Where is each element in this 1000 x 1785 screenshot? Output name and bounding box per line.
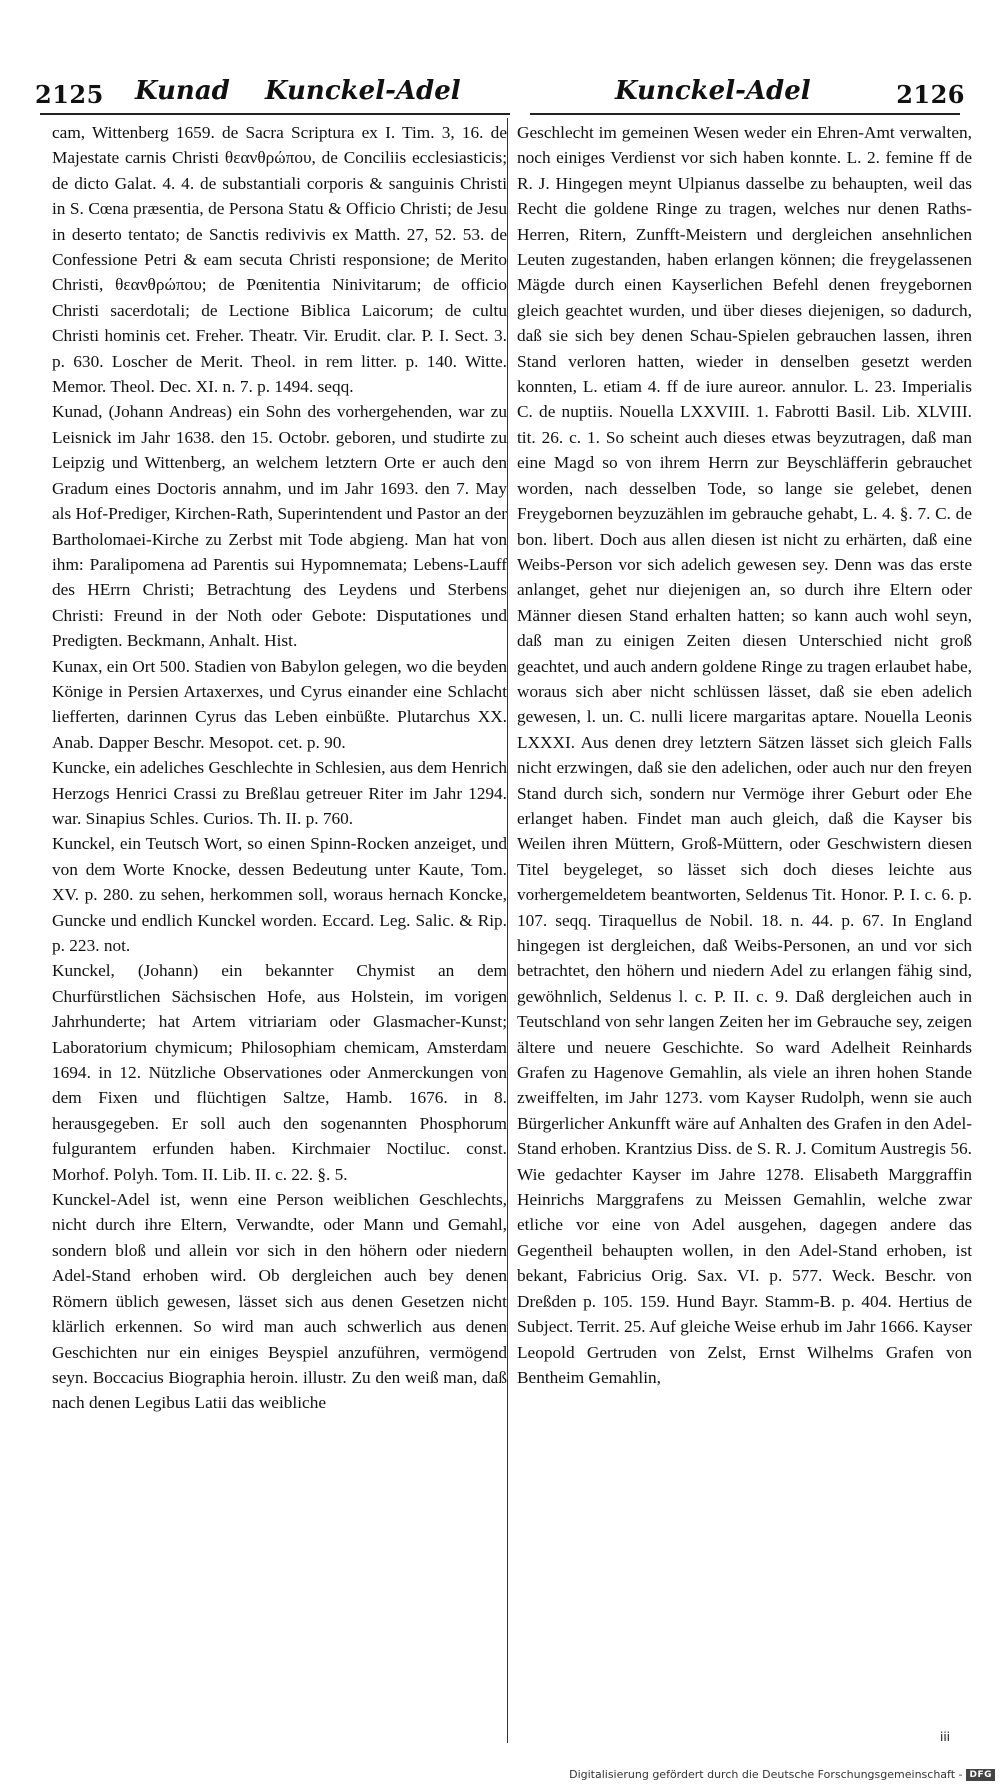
right-paragraph-1: Geschlecht im gemeinen Wesen weder ein Ehren-Amt verwalten, noch einiges Verdienst vor sich haben konnte. L. 2. femine ff de R. J. Hingegen meynt Ulpianus dasselbe zu behaupten, weil das Recht die goldene Ringe zu tragen, welches nur denen Raths-Herren, Ritern, Zunfft-Meistern und dergleichen ansehnlichen Leuten zugestanden, haben erlangen können; die freygelassenen Mägde durch einen Kayserlichen Befehl denen freygebornen gleich geachtet wurden, und über dieses diejenigen, so dadurch, daß sie sich bey denen Schau-Spielen gebrauchen lassen, ihren Stand verloren hatten, wieder in denselben gesetzt werden konnten, L. etiam 4. ff de iure aureor. annulor. L. 23. Imperialis C. de nuptiis. Nouella LXXVIII. 1. Fabrotti Basil. Lib. XLVIII. tit. 26. c. 1. So scheint auch dieses etwas beyzutragen, daß man eine Magd so von ihrem Herrn zur Beyschläfferin gebrauchet worden, nach desselben Tode, so lange sie gelebet, denen Freygebornen beyzuzählen im gebrauche gehabt, L. 4. §. 7. C. de bon. libert. Doch aus allen diesen ist nicht zu erhärten, daß eine Weibs-Person vor sich adelich gewesen sey. Denn was das erste anlanget, gehet nur diejenigen an, so durch ihre Eltern oder Männer diesen Stand erhalten hatten; so kann auch wohl seyn, daß man zu einigen Zeiten diesen Unterschied nicht groß geachtet, und auch andern goldene Ringe zu tragen erlaubet habe, woraus sich aber nicht schlüssen lässet, daß sie eben adelich gewesen, l. un. C. nulli licere margaritas aptare. Nouella Leonis LXXXI. Aus denen drey letztern Sätzen lässet sich gleich Falls nicht erzwingen, daß sie den adelichen, oder auch nur den freyen Stand durch sich, sondern nur Vermöge ihrer Geburt oder Ehe erlanget haben. Findet man auch gleich, daß die Kayser bis Weilen ihren Müttern, Groß-Müttern, oder Geschwistern diesen Titel beygeleget, so lässet sich doch dieses leichte aus vorhergemeldetem beantworten, Seldenus Tit. Honor. P. I. c. 6. p. 107. seqq. Tiraquellus de Nobil. 18. n. 44. p. 67. In England hingegen ist dergleichen, daß Weibs-Personen, an und vor sich betrachtet, den höhern und niedern Adel zu erlangen fähig sind, gewöhnlich, Seldenus l. c. P. II. c. 9. Daß dergleichen auch in Teutschland von sehr langen Zeiten her im Gebrauche sey, zeigen ältere und neuere Geschichte. So ward Adelheit Reinhards Grafen zu Hagenove Gemahlin, als viele an ihren hohen Stande zweiffelten, im Jahr 1273. vom Kayser Rudolph, wenn sie auch Bürgerlicher Ankunfft wäre auf Anhalten des Grafen in den Adel-Stand erhoben. Krantzius Diss. de S. R. J. Comitum Austregis 56. Wie gedachter Kayser im Jahre 1278. Elisabeth Marggraffin Heinrichs Marggrafens zu Meissen Gemahlin, welche zwar etliche vor eine von Adel ausgehen, dagegen andere das Gegentheil behaupten wollen, in den Adel-Stand erhoben, ist bekant, Fabricius Orig. Sax. VI. p. 577. Weck. Beschr. von Dreßden p. 105. 159. Hund Bayr. Stamm-B. p. 404. Hertius de Subject. Territ. 25. Auf gleiche Weise erhub im Jahr 1666. Kayser Leopold Gertruden von Zelst, Ernst Wilhelms Grafen von Bentheim Gemahlin, (517, 123, 972, 1387)
page-header (0, 0, 1000, 110)
digitization-footer (569, 1768, 995, 1781)
entry-kuncke: Kuncke, ein adeliches Geschlechte in Schlesien, aus dem Henrich Herzogs Henrici Crassi zu Breßlau getreuer Riter im Jahr 1294. war. Sinapius Schles. Curios. Th. II. p. 760. (52, 758, 507, 828)
page-number-left: 2125 (35, 80, 104, 109)
column-divider (507, 118, 508, 1743)
entry-kunad-johann-andreas: Kunad, (Johann Andreas) ein Sohn des vorhergehenden, war zu Leisnick im Jahr 1638. den 15. Octobr. geboren, und studirte zu Leipzig und Wittenberg, an welchem letztern Orte er auch den Gradum eines Doctoris annahm, und im Jahr 1693. den 7. May als Hof-Prediger, Kirchen-Rath, Superintendent und Pastor an der Bartholomaei-Kirche zu Zerbst mit Tode abgieng. Man hat von ihm: Paralipomena ad Parentis sui Hypomnemata; Lebens-Lauff des HErrn Christi; Betrachtung des Leydens und Sterbens Christi: Freund in der Noth oder Gebote: Disputationes und Predigten. Beckmann, Anhalt. Hist. (52, 402, 507, 651)
right-column (517, 120, 972, 1720)
entry-kunckel-adel: Kunckel-Adel ist, wenn eine Person weiblichen Geschlechts, nicht durch ihre Eltern, Verwandte, oder Mann und Gemahl, sondern bloß und allein vor sich in den höhern oder niedern Adel-Stand erhoben wird. Ob dergleichen auch bey denen Römern üblich gewesen, lässet sich aus denen Gesetzen nicht klärlich erkennen. So wird man auch schwerlich aus denen Geschichten nur ein einiges Beyspiel anzuführen, vermögend seyn. Boccacius Biographia heroin. illustr. Zu den weiß man, daß nach denen Legibus Latii das weibliche (52, 1190, 507, 1413)
page-number-right: 2126 (896, 80, 965, 109)
footer-text: Digitalisierung gefördert durch die Deutsche Forschungsgemeinschaft - (569, 1768, 963, 1781)
left-paragraph-1: cam, Wittenberg 1659. de Sacra Scriptura ex I. Tim. 3, 16. de Majestate carnis Christi θεανθρώπου, de Conciliis ecclesiasticis; de dicto Galat. 4. 4. de substantiali corporis & sanguinis Christi in S. Cœna præsentia, de Persona Statu & Officio Christi; de Jesu in deserto tentato; de Sanctis redivivis ex Matth. 27, 52. 53. de Confessione Petri & eam secuta Christi responsione; de Merito Christi, θεανθρώπου; de Pœnitentia Ninivitarum; de officio Christi sacerdotali; de Lectione Biblica Laicorum; de cultu Christi hominis cet. Freher. Theatr. Vir. Erudit. clar. P. I. Sect. 3. p. 630. Loscher de Merit. Theol. in rem litter. p. 140. Witte. Memor. Theol. Dec. XI. n. 7. p. 1494. seqq. (52, 123, 507, 397)
header-rule-right (530, 113, 960, 115)
catchword: iii (939, 1730, 950, 1744)
running-head-right: Kunckel-Adel (615, 76, 811, 106)
entry-kunckel-word: Kunckel, ein Teutsch Wort, so einen Spinn-Rocken anzeiget, und von dem Worte Knocke, dessen Bedeutung unter Kaute, Tom. XV. p. 280. zu sehen, herkommen soll, woraus hernach Koncke, Guncke und endlich Kunckel worden. Eccard. Leg. Salic. & Rip. p. 223. not. (52, 834, 507, 955)
left-column (52, 120, 507, 1720)
entry-kunckel-johann: Kunckel, (Johann) ein bekannter Chymist an dem Churfürstlichen Sächsischen Hofe, aus Holstein, im vorigen Jahrhunderte; hat Artem vitriariam oder Glasmacher-Kunst; Laboratorium chymicum; Philosophiam chemicam, Amsterdam 1694. in 12. Nützliche Observationes oder Anmerckungen von dem Fixen und flüchtigen Saltze, Hamb. 1676. in 8. herausgegeben. Er soll auch den sogenannten Phosphorum fulgurantem erfunden haben. Kirchmaier Noctiluc. const. Morhof. Polyh. Tom. II. Lib. II. c. 22. §. 5. (52, 961, 507, 1184)
header-rule-left (40, 113, 510, 115)
running-head-left: Kunckel-Adel (265, 76, 461, 106)
entry-kunax: Kunax, ein Ort 500. Stadien von Babylon gelegen, wo die beyden Könige in Persien Artaxerxes, und Cyrus einander eine Schlacht liefferten, darinnen Cyrus das Leben einbüßte. Plutarchus XX. Anab. Dapper Beschr. Mesopot. cet. p. 90. (52, 656, 507, 752)
dfg-logo: DFG (966, 1769, 995, 1781)
running-head-kunad: Kunad (135, 76, 230, 106)
